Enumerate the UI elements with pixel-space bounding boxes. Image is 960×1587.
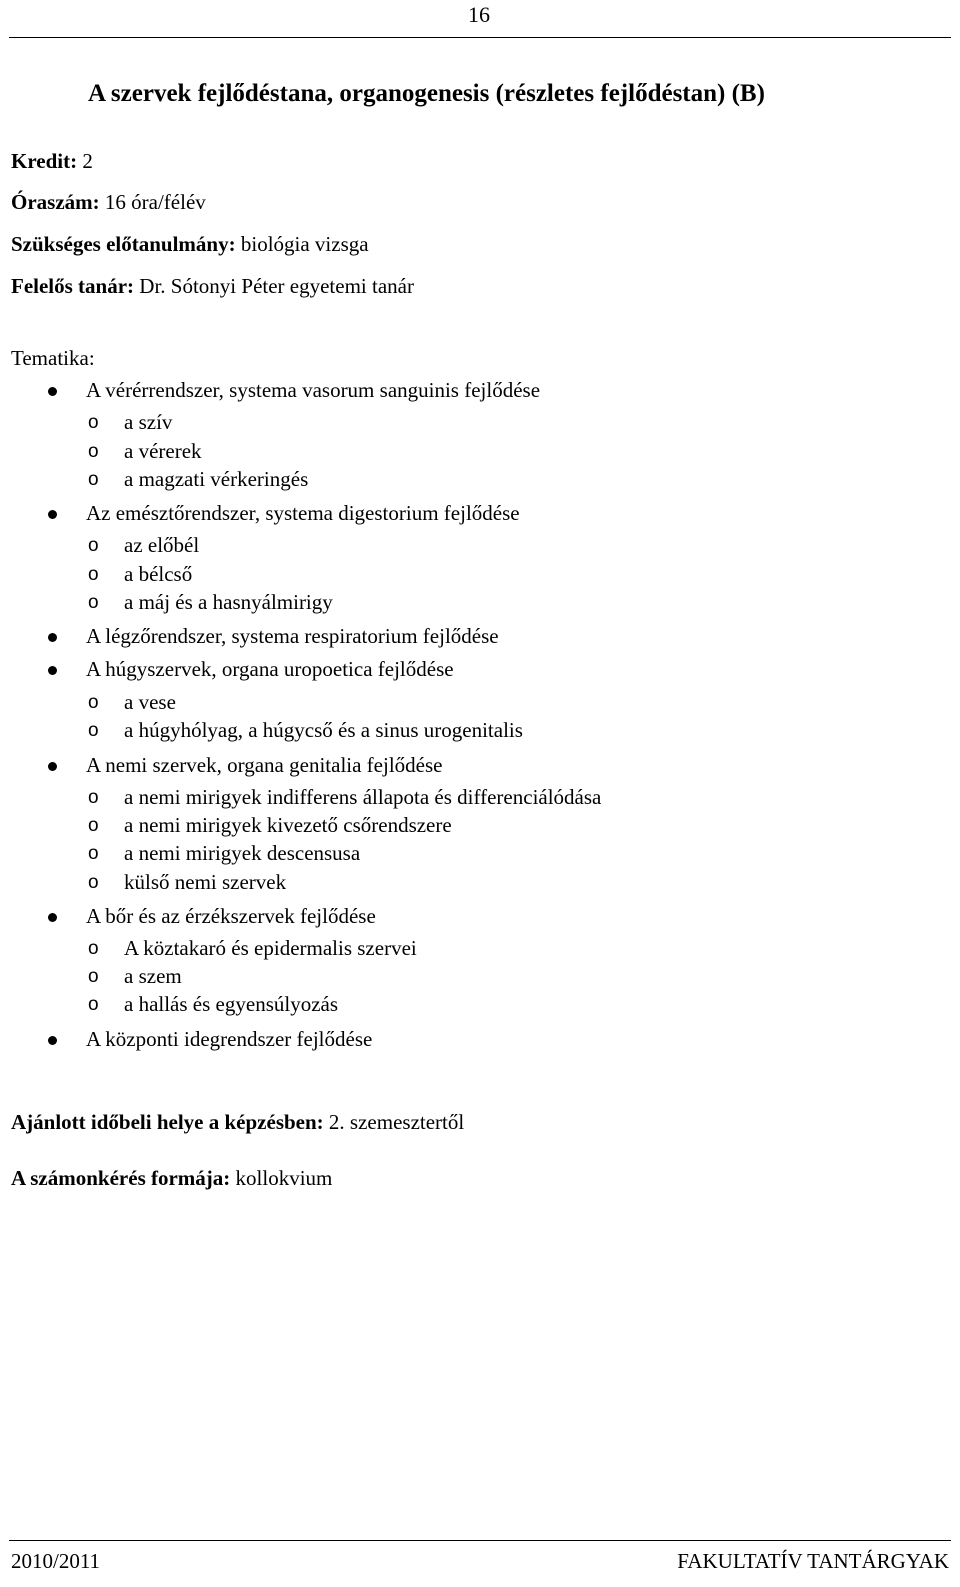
bullet-icon bbox=[48, 762, 57, 771]
subtopic-item: a húgyhólyag, a húgycső és a sinus urogenitalis bbox=[124, 718, 523, 742]
header-rule bbox=[9, 37, 951, 38]
circle-bullet-icon: o bbox=[88, 815, 99, 836]
topic-item: A nemi szervek, organa genitalia fejlődése bbox=[86, 753, 443, 777]
circle-bullet-icon: o bbox=[88, 592, 99, 613]
circle-bullet-icon: o bbox=[88, 720, 99, 741]
circle-bullet-icon: o bbox=[88, 564, 99, 585]
bullet-icon bbox=[48, 633, 57, 642]
footer-year: 2010/2011 bbox=[11, 1549, 101, 1573]
bullet-icon bbox=[48, 1036, 57, 1045]
subtopic-item: A köztakaró és epidermalis szervei bbox=[124, 936, 417, 960]
elotanulmany-line bbox=[11, 232, 369, 257]
subtopic-item: a bélcső bbox=[124, 562, 193, 586]
kredit-line bbox=[11, 149, 93, 174]
course-title: A szervek fejlődéstana, organogenesis (részletes fejlődéstan) (B) bbox=[88, 80, 765, 107]
bullet-icon bbox=[48, 913, 57, 922]
topic-item: A központi idegrendszer fejlődése bbox=[86, 1027, 373, 1051]
topic-item: A bőr és az érzékszervek fejlődése bbox=[86, 904, 376, 928]
bullet-icon bbox=[48, 510, 57, 519]
felelos-value: Dr. Sótonyi Péter egyetemi tanár bbox=[134, 274, 414, 298]
circle-bullet-icon: o bbox=[88, 535, 99, 556]
subtopic-item: a hallás és egyensúlyozás bbox=[124, 992, 339, 1016]
elotanulmany-value: biológia vizsga bbox=[235, 232, 369, 256]
subtopic-item: a vese bbox=[124, 690, 176, 714]
szamonkeres-value: kollokvium bbox=[230, 1166, 333, 1190]
ajanlott-value: 2. szemesztertől bbox=[323, 1110, 465, 1134]
subtopic-item: a nemi mirigyek descensusa bbox=[124, 841, 361, 865]
subtopic-item: a szív bbox=[124, 410, 173, 434]
elotanulmany-label: Szükséges előtanulmány: bbox=[11, 232, 236, 256]
subtopic-item: a vérerek bbox=[124, 439, 202, 463]
bullet-icon bbox=[48, 387, 57, 396]
subtopic-item: a magzati vérkeringés bbox=[124, 467, 309, 491]
subtopic-item: az előbél bbox=[124, 533, 200, 557]
circle-bullet-icon: o bbox=[88, 692, 99, 713]
szamonkeres-label: A számonkérés formája: bbox=[11, 1166, 231, 1190]
subtopic-item: a máj és a hasnyálmirigy bbox=[124, 590, 333, 614]
felelos-label: Felelős tanár: bbox=[11, 274, 135, 298]
page-number: 16 bbox=[468, 2, 490, 27]
circle-bullet-icon: o bbox=[88, 469, 99, 490]
subtopic-item: külső nemi szervek bbox=[124, 870, 287, 894]
topic-item: A légzőrendszer, systema respiratorium fejlődése bbox=[86, 624, 499, 648]
kredit-label: Kredit: bbox=[11, 149, 78, 173]
szamonkeres-line bbox=[11, 1166, 332, 1191]
oraszam-value: 16 óra/félév bbox=[99, 190, 206, 214]
ajanlott-line bbox=[11, 1110, 464, 1135]
oraszam-line bbox=[11, 190, 206, 215]
tematika-label: Tematika: bbox=[11, 346, 95, 370]
footer-section: FAKULTATÍV TANTÁRGYAK bbox=[677, 1549, 949, 1573]
circle-bullet-icon: o bbox=[88, 441, 99, 462]
circle-bullet-icon: o bbox=[88, 412, 99, 433]
footer-rule bbox=[9, 1540, 951, 1541]
circle-bullet-icon: o bbox=[88, 994, 99, 1015]
bullet-icon bbox=[48, 666, 57, 675]
circle-bullet-icon: o bbox=[88, 843, 99, 864]
oraszam-label: Óraszám: bbox=[11, 190, 100, 214]
circle-bullet-icon: o bbox=[88, 787, 99, 808]
topic-item: A húgyszervek, organa uropoetica fejlődése bbox=[86, 657, 454, 681]
topic-item: Az emésztőrendszer, systema digestorium fejlődése bbox=[86, 501, 520, 525]
subtopic-item: a szem bbox=[124, 964, 182, 988]
ajanlott-label: Ajánlott időbeli helye a képzésben: bbox=[11, 1110, 324, 1134]
circle-bullet-icon: o bbox=[88, 966, 99, 987]
subtopic-item: a nemi mirigyek kivezető csőrendszere bbox=[124, 813, 452, 837]
kredit-value: 2 bbox=[77, 149, 93, 173]
circle-bullet-icon: o bbox=[88, 872, 99, 893]
felelos-line bbox=[11, 274, 414, 299]
topic-item: A vérérrendszer, systema vasorum sanguinis fejlődése bbox=[86, 378, 541, 402]
subtopic-item: a nemi mirigyek indifferens állapota és differenciálódása bbox=[124, 785, 602, 809]
circle-bullet-icon: o bbox=[88, 938, 99, 959]
